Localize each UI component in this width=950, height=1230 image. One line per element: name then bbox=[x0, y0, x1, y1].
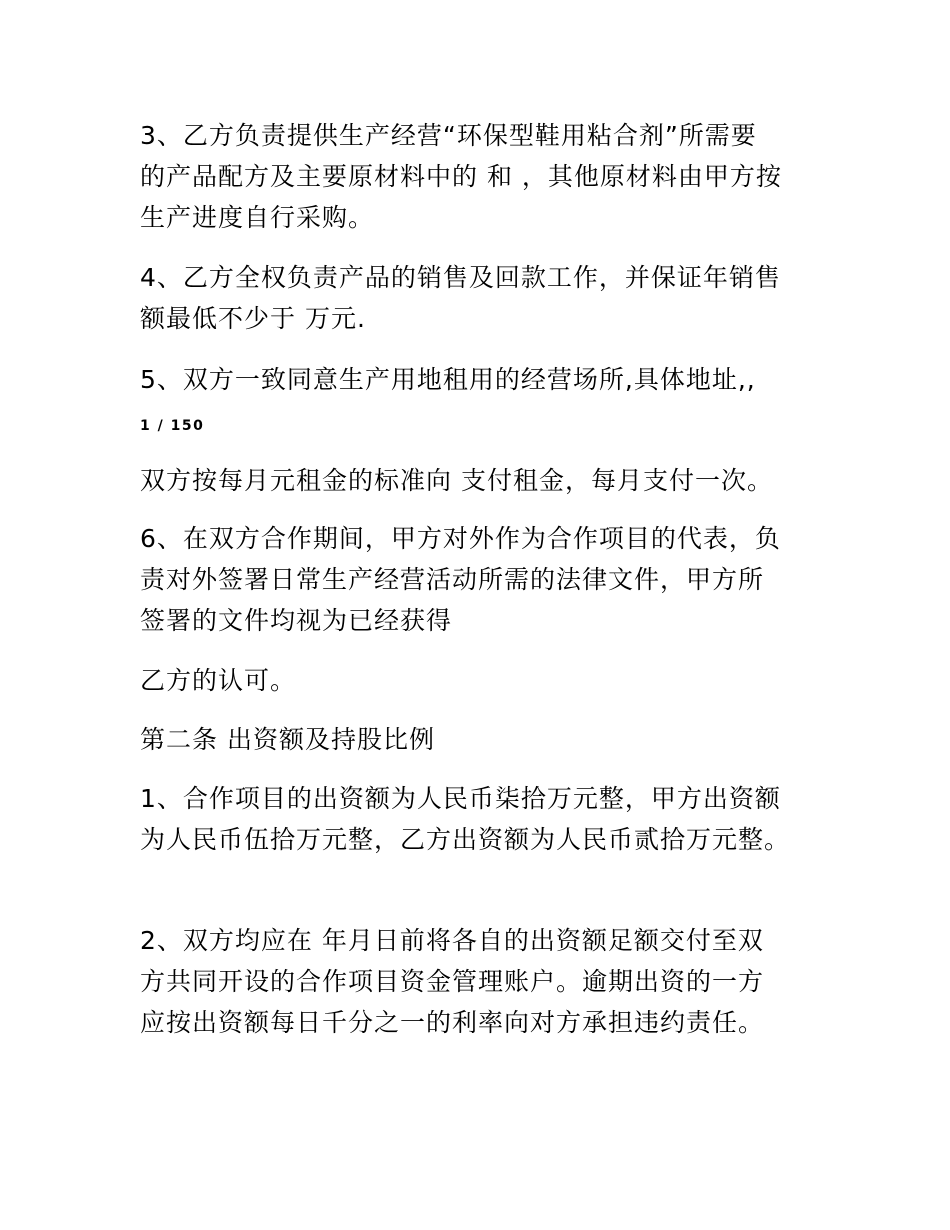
text-line: 签署的文件均视为已经获得 bbox=[140, 606, 453, 635]
paragraph-article-2-item-1 bbox=[140, 778, 820, 860]
paragraph-clause-6 bbox=[140, 518, 820, 641]
text-line: 额最低不少于 万元. bbox=[140, 304, 366, 333]
text-line: 应按出资额每日千分之一的利率向对方承担违约责任。 bbox=[140, 1008, 765, 1037]
text-line: 方共同开设的合作项目资金管理账户。逾期出资的一方 bbox=[140, 967, 765, 996]
text-line: 乙方的认可。 bbox=[140, 666, 297, 695]
section-heading-article-2 bbox=[140, 719, 820, 760]
text-line: 双方按每月元租金的标准向 支付租金，每月支付一次。 bbox=[140, 466, 773, 495]
paragraph-clause-6-continued bbox=[140, 660, 820, 701]
text-line: 6、在双方合作期间，甲方对外作为合作项目的代表，负 bbox=[140, 524, 781, 553]
text-line: 第二条 出资额及持股比例 bbox=[140, 725, 435, 754]
text-line: 的产品配方及主要原材料中的 和 ，其他原材料由甲方按 bbox=[140, 162, 782, 191]
text-line: 4、乙方全权负责产品的销售及回款工作，并保证年销售 bbox=[140, 263, 781, 292]
paragraph-clause-4 bbox=[140, 257, 820, 339]
text-line: 生产进度自行采购。 bbox=[140, 203, 375, 232]
text-line: 为人民币伍拾万元整，乙方出资额为人民币贰拾万元整。 bbox=[140, 825, 791, 854]
text-line: 3、乙方负责提供生产经营“环保型鞋用粘合剂”所需要 bbox=[140, 121, 757, 150]
page-number-indicator: 1 / 150 bbox=[140, 418, 205, 434]
text-line: 1、合作项目的出资额为人民币柒拾万元整，甲方出资额 bbox=[140, 784, 781, 813]
text-line: 2、双方均应在 年月日前将各自的出资额足额交付至双 bbox=[140, 926, 764, 955]
text-line: 责对外签署日常生产经营活动所需的法律文件，甲方所 bbox=[140, 565, 765, 594]
paragraph-clause-3 bbox=[140, 115, 820, 238]
paragraph-clause-5 bbox=[140, 359, 820, 400]
paragraph-clause-5-continued bbox=[140, 460, 820, 501]
text-line: 5、双方一致同意生产用地租用的经营场所,具体地址,, bbox=[140, 365, 756, 394]
paragraph-article-2-item-2 bbox=[140, 920, 820, 1043]
